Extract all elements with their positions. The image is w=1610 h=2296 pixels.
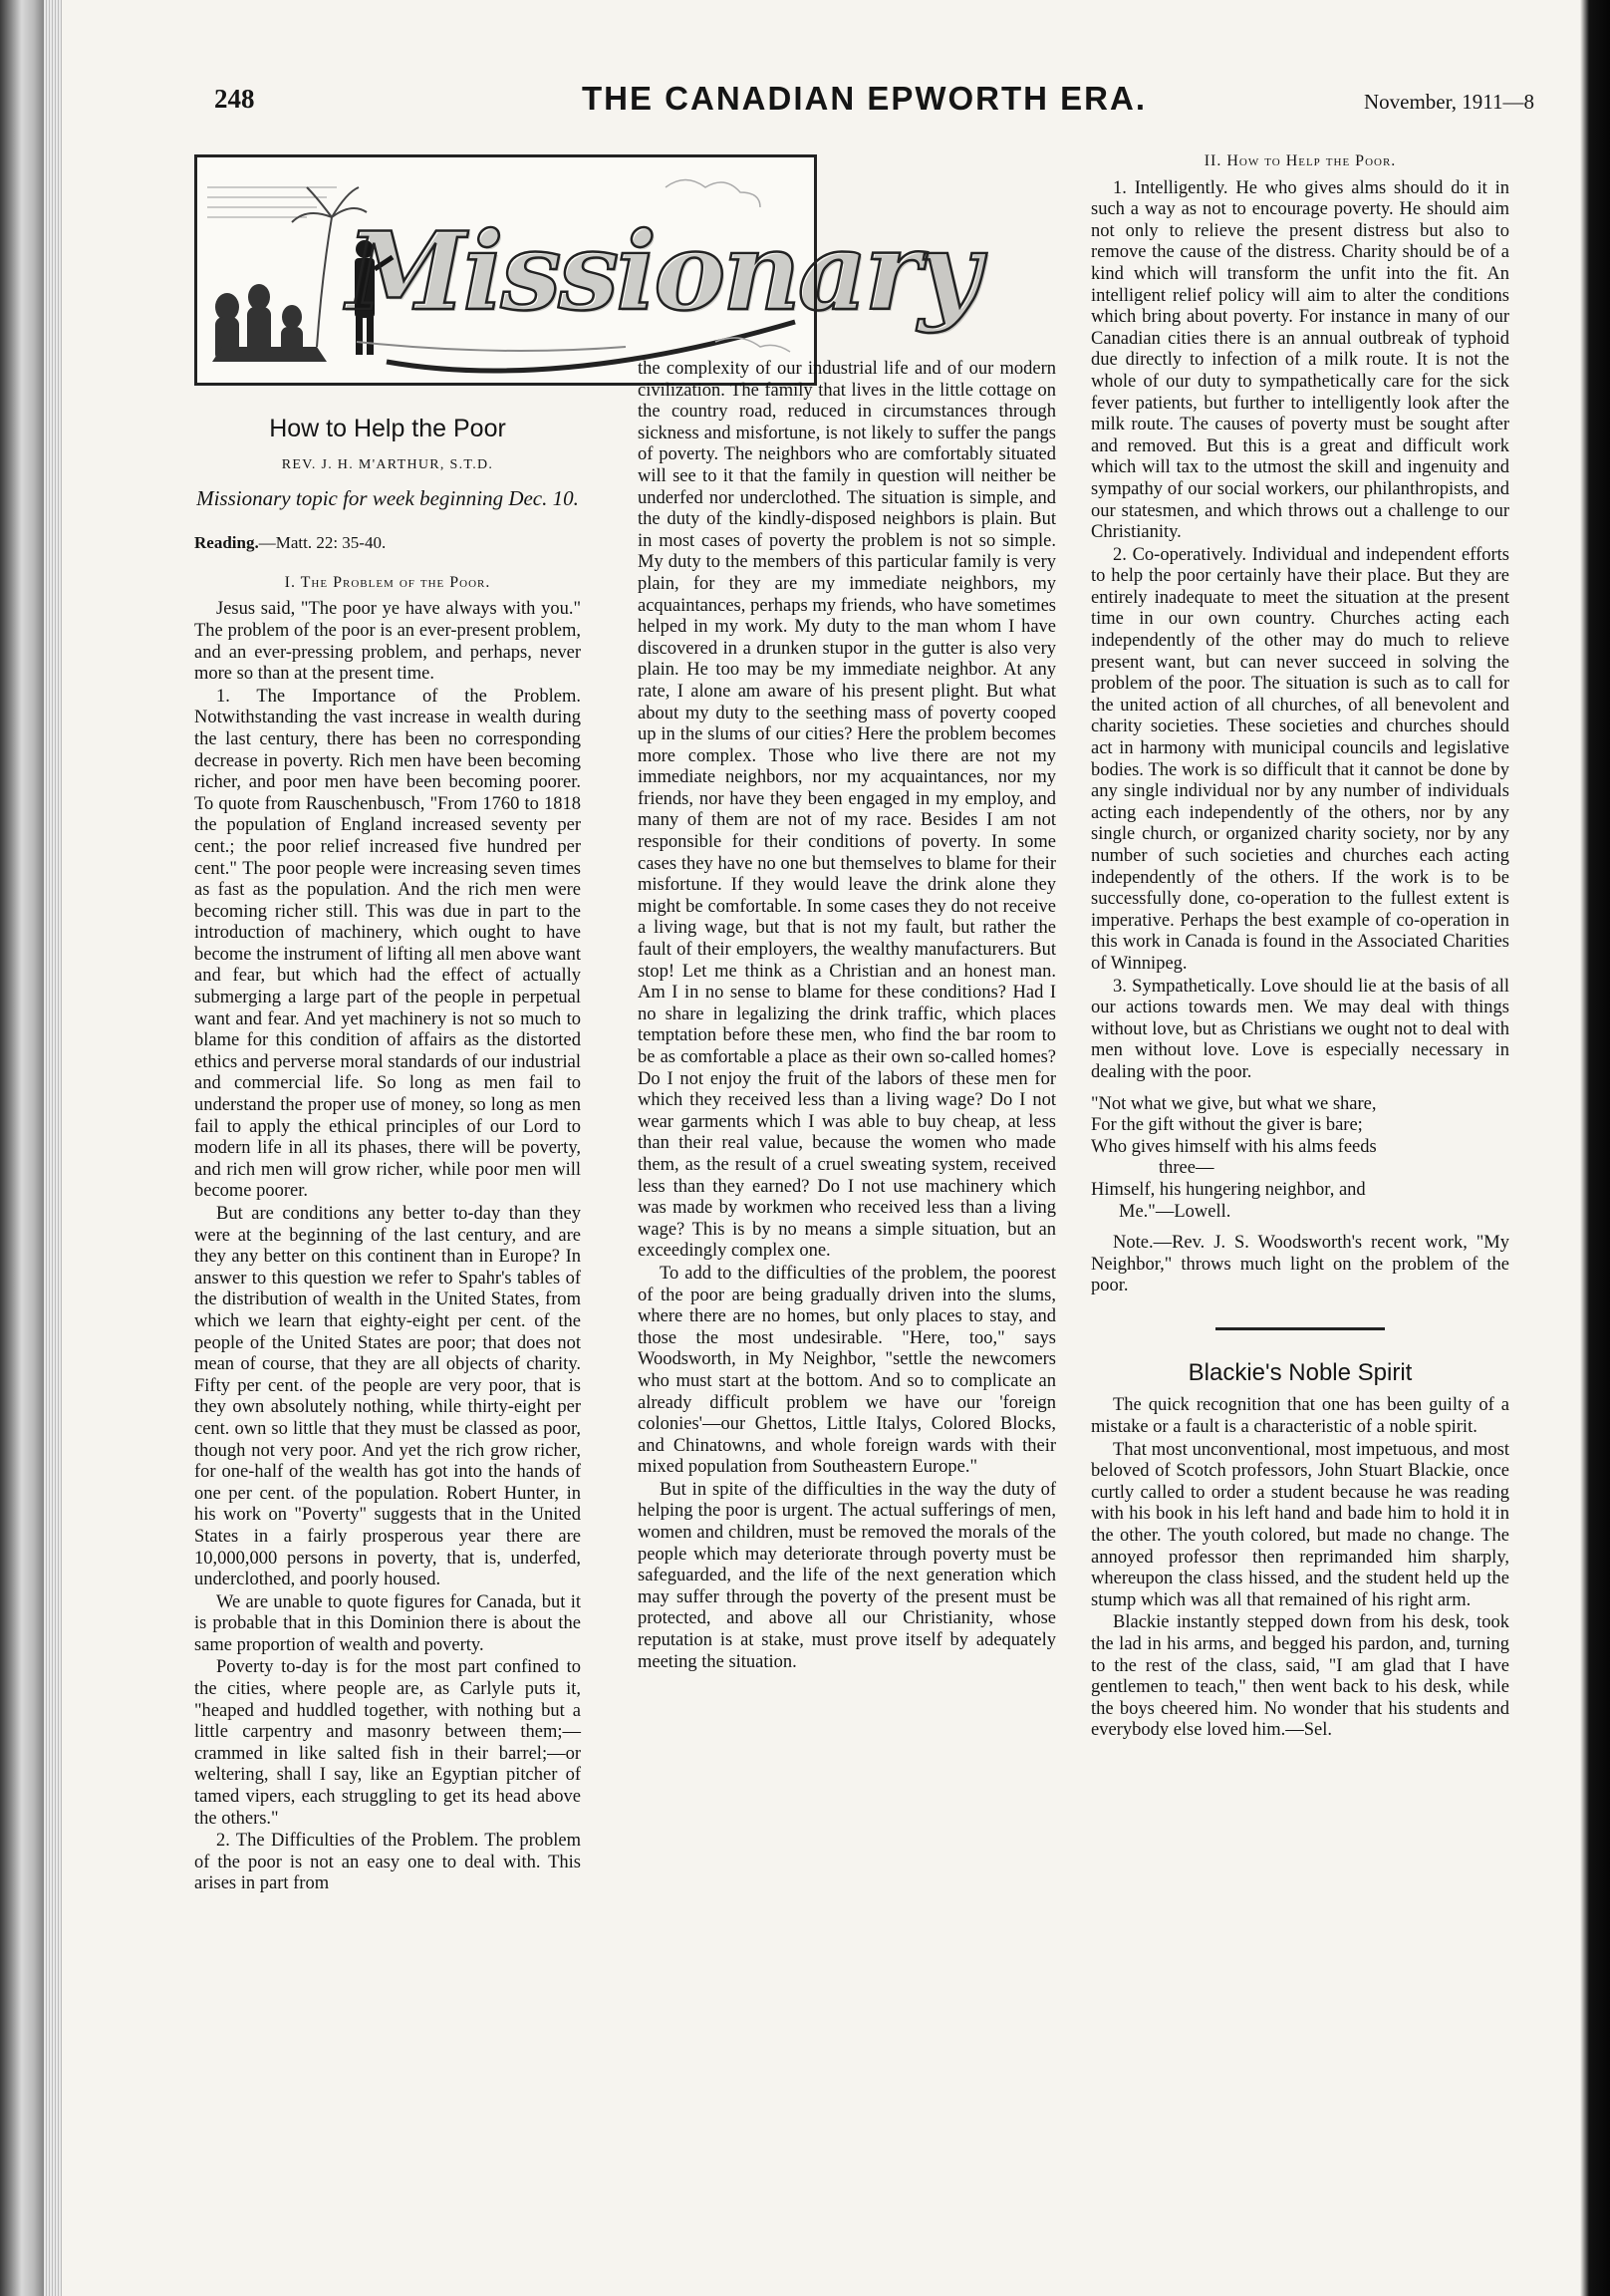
article-title: How to Help the Poor: [269, 415, 506, 442]
banner-title: Missionary: [347, 209, 978, 335]
poem-line: Me."—Lowell.: [1119, 1201, 1231, 1222]
paragraph: 1. Intelligently. He who gives alms should do it in such a way as not to encourage poverty. He should aim not only to relieve the present distress but also to remove the cause of the distress. Charity should be of a kind which will transform the unfit into the fit. An intelligent relief policy will aim to alter the conditions which bring about poverty. For instance in many of our Canadian cities there is an annual outbreak of typhoid due directly to infection of a milk route. It is not the whole of our duty to sympathetically care for the sick fever patients, but further to intelligently look after the milk route. The causes of poverty must be sought after and removed. But this is a great and difficult work which will tax to the utmost the skill and ingenuity and sympathy of our social workers, our philanthropists, and our statesmen, and which throws out a challenge to our Christianity.: [1091, 177, 1509, 543]
paragraph: We are unable to quote figures for Canada, but it is probable that in this Dominion there is about the same proportion of wealth and poverty.: [194, 1591, 581, 1655]
poem-quotation: [1091, 1094, 1509, 1224]
paragraph: That most unconventional, most impetuous, and most beloved of Scotch professors, John Stuart Blackie, once curtly called to order a student because he was reading with his book in his left hand and bade him to hold it in the other. The youth colored, but made no change. The annoyed professor then reprimanded him sharply, whereupon the class hissed, and the student held up the stump which was all that remained of his right arm.: [1091, 1439, 1509, 1610]
divider-rule: [1215, 1327, 1385, 1330]
paragraph: To add to the difficulties of the problem, the poorest of the poor are being gradually driven into the slums, where there are no homes, but only places to stay, and those the most undesirable. "Here, too," says Woodsworth, in My Neighbor, "settle the newcomers who must start at the bottom. And so to complicate an already difficult problem we have our 'foreign colonies'—our Ghettos, Little Italys, Colored Blocks, and Chinatowns, and whole foreign wards with their mixed population from Southeastern Europe.": [638, 1263, 1056, 1478]
column-1: [194, 415, 581, 1896]
journal-title: THE CANADIAN EPWORTH ERA.: [582, 80, 1147, 117]
paragraph: 2. The Difficulties of the Problem. The problem of the poor is not an easy one to deal with. This arises in part from: [194, 1831, 581, 1894]
scripture-reading: [194, 532, 581, 554]
section-heading: II. How to Help the Poor.: [1204, 152, 1397, 169]
paragraph: Poverty to-day is for the most part confined to the cities, where people are, as Carlyle puts it, "heaped and huddled together, with nothing but a little carpentry and masonry between them;—crammed in like salted fish in their barrel;—or weltering, shall I say, like an Egyptian pitcher of tamed vipers, each struggling to get its head above the others.": [194, 1657, 581, 1829]
poem-line: For the gift without the giver is bare;: [1091, 1115, 1363, 1136]
article-note: Note.—Rev. J. S. Woodsworth's recent work, "My Neighbor," throws much light on the problem of the poor.: [1091, 1233, 1509, 1296]
poem-line: Who gives himself with his alms feeds: [1091, 1136, 1377, 1157]
article-byline: REV. J. H. M'ARTHUR, S.T.D.: [281, 456, 494, 472]
paragraph: 3. Sympathetically. Love should lie at the basis of all our actions towards men. We may deal with things without love, but as Christians we ought not to deal with men without love. Love is especially necessary in dealing with the poor.: [1091, 976, 1509, 1082]
article-topic: Missionary topic for week beginning Dec. 10.: [196, 486, 579, 511]
page-number: 248: [214, 84, 255, 114]
poem-line: three—: [1159, 1158, 1214, 1179]
page-edge-shadow: [1580, 0, 1610, 2296]
paragraph: the complexity of our industrial life and of our modern civilization. The family that lives in the little cottage on the country road, reduced in circumstances through sickness and misfortune, is not likely to suffer the pangs of poverty. The neighbors who are comfortably situated will see to it that the family in question will neither be underfed nor underclothed. The situation is simple, and the duty of the kindly-disposed neighbors is plain. But in most cases of poverty the problem is not so simple. My duty to the members of this particular family is very plain, for they are my immediate neighbors, my acquaintances, perhaps my friends, who have sometimes helped in my work. My duty to the man whom I have discovered in a drunken stupor in the gutter is also very plain. He too may be my immediate neighbor. At any rate, I alone am aware of his present plight. But what about my duty to the seething mass of poverty cooped up in the slums of our cities? Here the problem becomes more complex. Those who live there are not my immediate neighbors, nor my acquaintances, nor my friends, nor have they been engaged in my employ, and many of them are not of my race. Besides I am not responsible for their conditions of poverty. In some cases they have no one but themselves to blame for their misfortune. If they would leave the drink alone they might be comfortable. In some cases they do not receive a living wage, but that is not my fault, but rather the fault of their employers, the wealthy manufacturers. But stop! Let me think as a Christian and an honest man. Am I in no sense to blame for these conditions? Had I no share in legalizing the drink traffic, which places temptation before these men, who find the bar room to be as comfortable a place as their own so-called homes? Do I not enjoy the fruit of the labors of these men for which they received less than a living wage? Do I not wear garments which I was able to buy cheap, at less than their real value, because the women who made them, as the result of a cruel sweating system, received less than they earned? Do I not use machinery which was made by workmen who received less than a living wage? This is by no means a simple situation, but an exceedingly complex one.: [638, 359, 1056, 1262]
column-3: [1091, 144, 1509, 1743]
reading-reference: —Matt. 22: 35-40.: [258, 533, 387, 553]
running-header: [194, 78, 1534, 122]
paragraph: Blackie instantly stepped down from his desk, took the lad in his arms, and begged his pardon, and, turning to the rest of the class, said, "I am glad that I have gentlemen to teach," then went back to his desk, while the boys cheered him. No wonder that his students and everybody else loved him.—Sel.: [1091, 1612, 1509, 1741]
magazine-page: [194, 70, 1534, 2262]
paragraph: But in spite of the difficulties in the way the duty of helping the poor is urgent. The actual sufferings of men, women and children, must be removed the morals of the people which may deteriorate through poverty must be safeguarded, and the life of the next generation which may suffer through the poverty of the present must be protected, and above all our Christianity, whose reputation is at stake, must prove itself by adequately meeting the situation.: [638, 1479, 1056, 1672]
paragraph: 1. The Importance of the Problem. Notwithstanding the vast increase in wealth during the last century, there has been no corresponding decrease in poverty. Rich men have been becoming richer, and poor men have been becoming poorer. To quote from Rauschenbusch, "From 1760 to 1818 the population of England increased seventy per cent.; the poor relief increased five hundred per cent." The poor people were increasing seven times as fast as the population. And the rich men were becoming richer still. This was due in part to the introduction of machinery, which ought to have become the instrument of lifting all men above want and fear, but which had the effect of actually submerging a large part of the people in perpetual want and fear. And yet machinery is not so much to blame for this condition of affairs as the distorted ethics and perverse moral standards of our industrial and commercial life. So long as men fail to understand the proper use of money, so long as men fail to apply the ethical principles of our Lord to modern life in all its phases, there will be poverty, and rich men will grow richer, while poor men will become poorer.: [194, 686, 581, 1202]
paragraph: Jesus said, "The poor ye have always with you." The problem of the poor is an ever-present problem, and an ever-pressing problem, and perhaps, never more so than at the present time.: [194, 599, 581, 685]
section-heading: I. The Problem of the Poor.: [284, 573, 491, 591]
issue-date: November, 1911—8: [1363, 90, 1534, 114]
missionary-banner: [194, 154, 978, 386]
paragraph: But are conditions any better to-day than they were at the beginning of the last century, and are they any better on this continent than in Europe? In answer to this question we refer to Spahr's tables of the distribution of wealth in the United States, from which we learn that eighty-eight per cent. of the people of the United States are poor; that does not mean of course, that they are all objects of charity. Fifty per cent. of the people are very poor, that is they own absolutely nothing, while thirty-eight per cent. own so little that they must be classed as poor, though not very poor. And yet the rich grow richer, for one-half of the wealth has got into the hands of one per cent. of the population. Robert Hunter, in his work on "Poverty" suggests that in the United States in a fairly prosperous year there are 10,000,000 persons in poverty, that is, underfed, underclothed, and poorly housed.: [194, 1204, 581, 1590]
poem-line: "Not what we give, but what we share,: [1091, 1093, 1377, 1114]
poem-line: Himself, his hungering neighbor, and: [1091, 1179, 1366, 1200]
paragraph: The quick recognition that one has been guilty of a mistake or a fault is a characteristic of a noble spirit.: [1091, 1395, 1509, 1438]
reading-label: Reading.: [194, 533, 259, 553]
article-title: Blackie's Noble Spirit: [1188, 1358, 1413, 1386]
paragraph: 2. Co-operatively. Individual and independent efforts to help the poor certainly have their place. But they are entirely inadequate to meet the situation at the present time in our own country. Churches acting each independently of the other may do much to relieve present want, but can never succeed in solving the problem of the poor. The situation is such as to call for the united action of all churches, of all benevolent and charity societies. These societies and churches should act in harmony with municipal councils and legislative bodies. The work is so difficult that it cannot be done by any single individual nor by any number of individuals acting each independently of the others, nor by any single church, or organized charity society, nor by any number of such societies and churches each acting independently of the others. If the work is to be successfully done, co-operation to the fullest extent is imperative. Perhaps the best example of co-operation in this work in Canada is found in the Associated Charities of Winnipeg.: [1091, 544, 1509, 974]
column-2: [638, 359, 1056, 1674]
book-spine: [0, 0, 62, 2296]
